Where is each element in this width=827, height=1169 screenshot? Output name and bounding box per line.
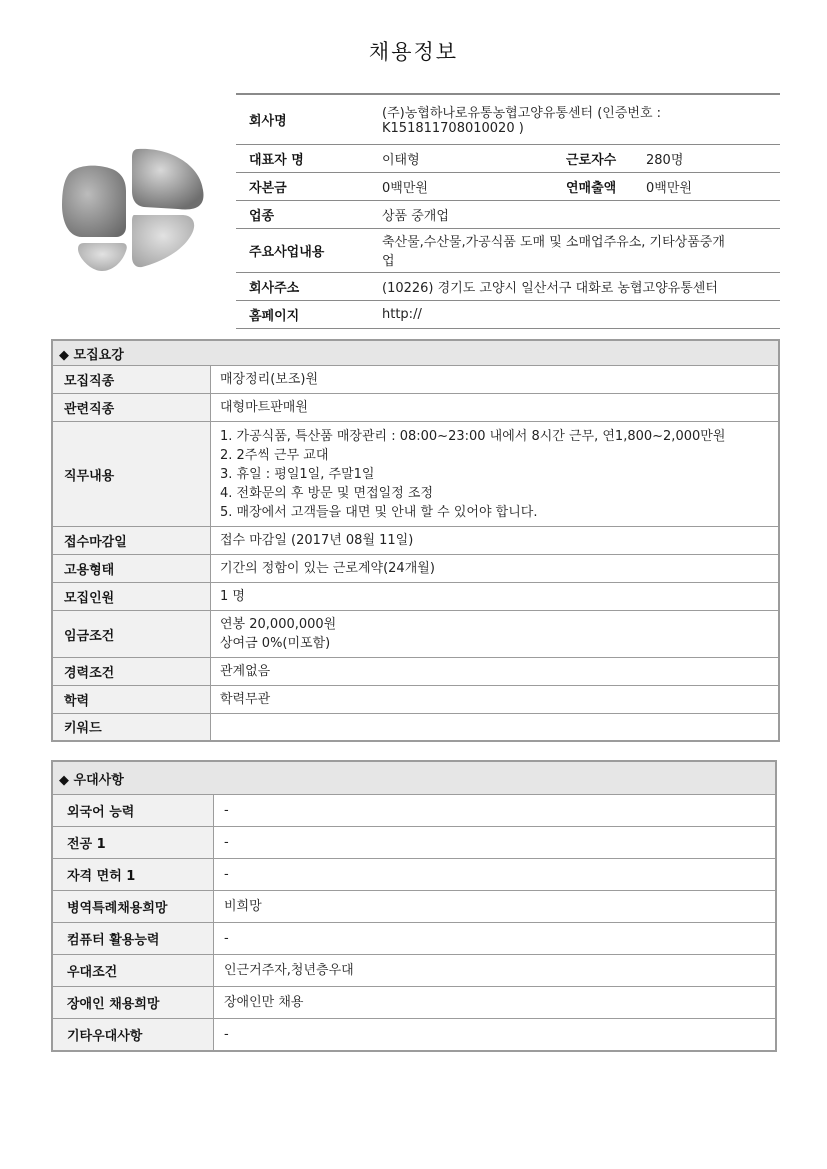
headcount-label: 모집인원	[52, 583, 211, 611]
preference-value: -	[214, 923, 777, 955]
related-row	[52, 394, 779, 422]
company-name-line1: (주)농협하나로유통농협고양유통센터 (인증번호 :	[382, 106, 662, 122]
homepage-link[interactable]: http://	[376, 300, 780, 328]
career-label: 경력조건	[52, 658, 211, 686]
preference-label: 병역특례채용희망	[52, 891, 214, 923]
career-row	[52, 658, 779, 686]
ceo-row	[236, 144, 780, 172]
business-line2: 업	[382, 254, 395, 269]
preference-label: 우대조건	[52, 955, 214, 987]
capital-label: 자본금	[236, 172, 376, 200]
address-row	[236, 272, 780, 300]
headcount-row	[52, 583, 779, 611]
business-label: 주요사업내용	[236, 228, 376, 272]
business-row	[236, 228, 780, 272]
recruit-section-title: ◆ 모집요강	[52, 340, 779, 366]
employment-row	[52, 555, 779, 583]
preference-label: 외국어 능력	[52, 795, 214, 827]
preference-row	[52, 1019, 776, 1051]
company-name-value	[376, 94, 780, 144]
preference-value: 인근거주자,청년층우대	[214, 955, 777, 987]
wage-value	[211, 611, 780, 658]
education-row	[52, 686, 779, 714]
deadline-label: 접수마감일	[52, 527, 211, 555]
preference-label: 컴퓨터 활용능력	[52, 923, 214, 955]
ceo-label: 대표자 명	[236, 144, 376, 172]
sales-label: 연매출액	[560, 172, 640, 200]
industry-label: 업종	[236, 200, 376, 228]
headcount-value: 1 명	[211, 583, 780, 611]
company-logo-icon	[60, 145, 210, 275]
company-name-row	[236, 94, 780, 144]
preference-row	[52, 923, 776, 955]
preference-label: 자격 면허 1	[52, 859, 214, 891]
education-label: 학력	[52, 686, 211, 714]
business-value	[376, 228, 780, 272]
wage-line1: 연봉 20,000,000원	[220, 617, 337, 632]
keyword-value	[211, 714, 780, 741]
duty-line: 2. 2주씩 근무 교대	[220, 447, 329, 463]
homepage-row	[236, 300, 780, 328]
education-value: 학력무관	[211, 686, 780, 714]
industry-value: 상품 중개업	[376, 200, 780, 228]
address-label: 회사주소	[236, 272, 376, 300]
preference-header-row	[52, 761, 776, 795]
duty-line: 4. 전화문의 후 방문 및 면접일정 조정	[220, 485, 434, 501]
address-value: (10226) 경기도 고양시 일산서구 대화로 농협고양유통센터	[376, 272, 780, 300]
recruit-table	[51, 339, 780, 742]
preference-value: -	[214, 795, 777, 827]
preference-value: 장애인만 채용	[214, 987, 777, 1019]
preference-label: 장애인 채용희망	[52, 987, 214, 1019]
job-type-row	[52, 366, 779, 394]
employment-label: 고용형태	[52, 555, 211, 583]
employees-label: 근로자수	[560, 144, 640, 172]
wage-line2: 상여금 0%(미포함)	[220, 636, 331, 651]
duty-line: 1. 가공식품, 특산품 매장관리 : 08:00~23:00 내에서 8시간 근무, 연1,800~2,000만원	[220, 428, 726, 444]
duty-label: 직무내용	[52, 422, 211, 527]
job-type-label: 모집직종	[52, 366, 211, 394]
duty-line: 3. 휴일 : 평일1일, 주말1일	[220, 466, 375, 482]
company-info-table	[236, 93, 780, 329]
deadline-row	[52, 527, 779, 555]
company-name-label: 회사명	[236, 94, 376, 144]
related-label: 관련직종	[52, 394, 211, 422]
deadline-value: 접수 마감일 (2017년 08월 11일)	[211, 527, 780, 555]
homepage-label: 홈페이지	[236, 300, 376, 328]
employment-value: 기간의 정함이 있는 근로계약(24개월)	[211, 555, 780, 583]
recruit-header-row	[52, 340, 779, 366]
wage-row	[52, 611, 779, 658]
industry-row	[236, 200, 780, 228]
preference-row	[52, 987, 776, 1019]
preference-row	[52, 827, 776, 859]
duty-line: 5. 매장에서 고객들을 대면 및 안내 할 수 있어야 합니다.	[220, 504, 538, 520]
company-name-line2: K151811708010020 )	[382, 121, 524, 137]
preference-label: 기타우대사항	[52, 1019, 214, 1051]
duty-value	[211, 422, 780, 527]
preference-value: -	[214, 1019, 777, 1051]
preference-value: 비희망	[214, 891, 777, 923]
preference-row	[52, 859, 776, 891]
related-value: 대형마트판매원	[211, 394, 780, 422]
capital-row	[236, 172, 780, 200]
preference-row	[52, 795, 776, 827]
preference-table	[51, 760, 777, 1052]
duty-row	[52, 422, 779, 527]
preference-label: 전공 1	[52, 827, 214, 859]
wage-label: 임금조건	[52, 611, 211, 658]
business-line1: 축산물,수산물,가공식품 도매 및 소매업주유소, 기타상품중개	[382, 235, 725, 250]
page-title: 채용정보	[368, 40, 459, 64]
keyword-row	[52, 714, 779, 741]
job-type-value: 매장정리(보조)원	[211, 366, 780, 394]
sales-value: 0백만원	[640, 172, 780, 200]
preference-row	[52, 891, 776, 923]
career-value: 관계없음	[211, 658, 780, 686]
preference-row	[52, 955, 776, 987]
keyword-label: 키워드	[52, 714, 211, 741]
preference-value: -	[214, 827, 777, 859]
ceo-value: 이태형	[376, 144, 560, 172]
employees-value: 280명	[640, 144, 780, 172]
capital-value: 0백만원	[376, 172, 560, 200]
preference-section-title: ◆ 우대사항	[52, 761, 776, 795]
preference-value: -	[214, 859, 777, 891]
